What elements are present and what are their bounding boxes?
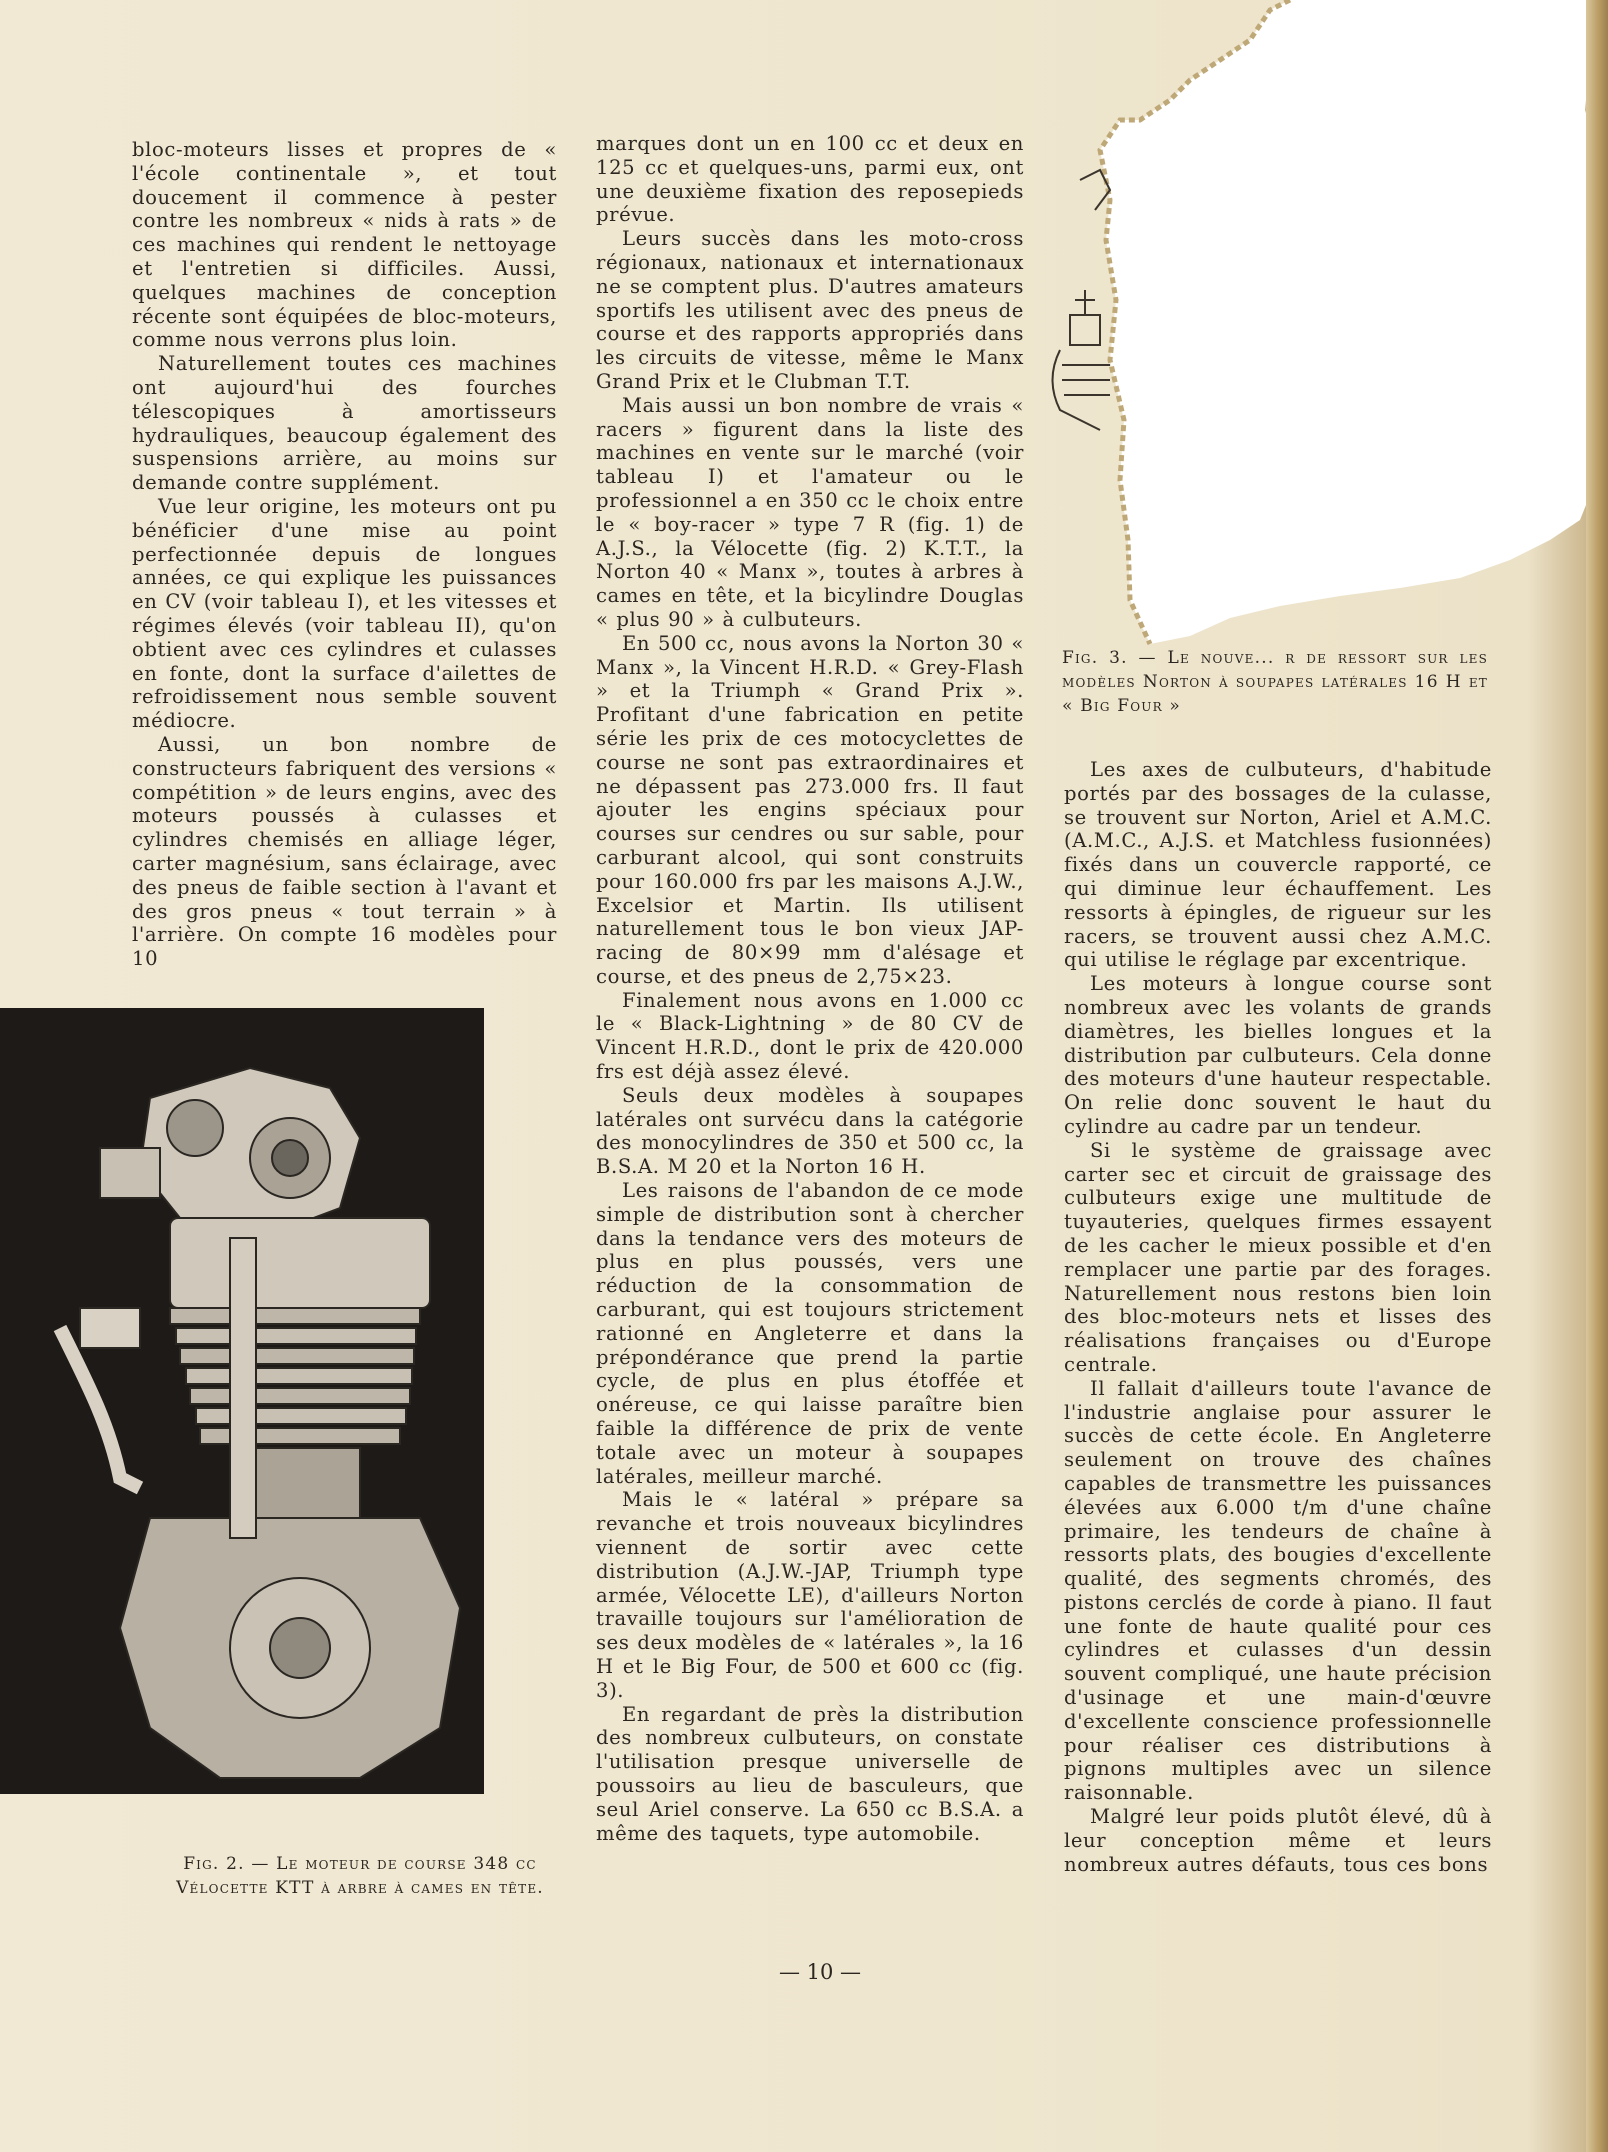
paragraph: Naturellement toutes ces machines ont aujourd'hui des fourches télescopiques à amortisseurs hydrauliques, beaucoup également des suspensions arrière, au moins sur demande contre supplément. <box>132 352 557 495</box>
paragraph: En 500 cc, nous avons la Norton 30 « Manx », la Vincent H.R.D. « Grey-Flash » et la Triumph « Grand Prix ». Profitant d'une fabrication en petite série les prix de ces motocyclettes de course ne sont pas extraordinaires et ne dépassent pas 273.000 frs. Il faut ajouter les engins spéciaux pour courses sur cendres ou sur sable, pour carburant alcool, qui sont construits pour 160.000 frs par les maisons A.J.W., Excelsior et Martin. Ils utilisent naturellement tous le bon vieux JAP-racing de 80×99 mm d'alésage et course, et des pneus de 2,75×23. <box>596 631 1024 988</box>
paragraph: Les raisons de l'abandon de ce mode simple de distribution sont à chercher dans la tendance vers des moteurs de plus en plus poussés, vers une réduction de la consommation de carburant, qui est toujours strictement rationné en Angleterre et dans la prépondérance que prend la partie cycle, de plus en plus étoffée et onéreuse, ce qui laisse paraître bien faible la différence de prix de vente totale avec un moteur à soupapes latérales, meilleur marché. <box>596 1179 1024 1488</box>
paragraph: marques dont un en 100 cc et deux en 125 cc et quelques-uns, parmi eux, ont une deuxième fixation des reposepieds prévue. <box>596 132 1024 227</box>
paragraph: Finalement nous avons en 1.000 cc le « Black-Lightning » de 80 CV de Vincent H.R.D., dont le prix de 420.000 frs est déjà assez élevé. <box>596 988 1024 1084</box>
paragraph: Vue leur origine, les moteurs ont pu bénéficier d'une mise au point perfectionnée depuis de longues années, ce qui explique les puissances en CV (voir tableau I), et les vitesses et régimes élevés (voir tableau II), qu'on obtient avec ces cylindres et culasses en fonte, dont la surface d'ailettes de refroidissement nous semble souvent médiocre. <box>132 494 557 733</box>
paragraph: En regardant de près la distribution des nombreux culbuteurs, on constate l'utilisation presque universelle de poussoirs au lieu de basculeurs, que seul Ariel conserve. La 650 cc B.S.A. a même des taquets, type automobile. <box>596 1702 1024 1845</box>
paragraph: Mais aussi un bon nombre de vrais « racers » figurent dans la liste des machines en vente sur le marché (voir tableau I) et l'amateur ou le professionnel a en 350 cc le choix entre le « boy-racer » type 7 R (fig. 1) de A.J.S., la Vélocette (fig. 2) K.T.T., la Norton 40 « Manx », toutes à arbres à cames en tête, et la bicylindre Douglas « plus 90 » à culbuteurs. <box>596 393 1024 631</box>
fig2-caption <box>148 1852 572 1900</box>
paragraph: Malgré leur poids plutôt élevé, dû à leur conception même et leurs nombreux autres défauts, tous ces bons <box>1064 1805 1492 1876</box>
torn-paper-hole <box>1080 0 1608 660</box>
page-number: — 10 — <box>778 1960 862 1984</box>
fig3-engine-drawing-fragment <box>1040 140 1120 460</box>
text-column-middle <box>596 132 1024 1845</box>
paragraph: Les axes de culbuteurs, d'habitude portés par des bossages de la culasse, se trouvent sur Norton, Ariel et A.M.C. (A.M.C., A.J.S. et Matchless fusionnées) fixés dans un couvercle rapporté, ce qui diminue leur échauffement. Les ressorts à épingles, de rigueur sur les racers, se trouvent aussi chez A.M.C. qui utilise le réglage par excentrique. <box>1064 758 1492 972</box>
paragraph: Il fallait d'ailleurs toute l'avance de l'industrie anglaise pour assurer le succès de cette école. En Angleterre seulement on trouve des chaînes capables de transmettre les puissances élevées aux 6.000 t/m d'une chaîne primaire, les tendeurs de chaîne à ressorts plats, des bougies d'excellente qualité, des segments chromés, des pistons cerclés de corde à piano. Il faut une fonte de haute qualité pour ces cylindres et culasses d'un dessin souvent compliqué, une haute précision d'usinage et une main-d'œuvre d'excellente conscience professionnelle pour réaliser ces distributions à pignons multiples avec un silence raisonnable. <box>1064 1376 1492 1805</box>
paragraph: Si le système de graissage avec carter sec et circuit de graissage des culbuteurs exige une multitude de tuyauteries, quelques firmes essayent de les cacher le mieux possible et d'en remplacer une partie par des forages. Naturellement nous restons bien loin des bloc-moteurs nets et lisses des réalisations françaises ou d'Europe centrale. <box>1064 1138 1492 1376</box>
paragraph: Leurs succès dans les moto-cross régionaux, nationaux et internationaux ne se comptent plus. D'autres amateurs sportifs les utilisent avec des pneus de course et des rapports appropriés dans les circuits de vitesse, même le Manx Grand Prix et le Clubman T.T. <box>596 227 1024 393</box>
text-column-left <box>132 138 557 971</box>
paragraph: Mais le « latéral » prépare sa revanche et trois nouveaux bicylindres viennent de sortir avec cette distribution (A.J.W.-JAP, Triumph type armée, Vélocette LE), d'ailleurs Norton travaille toujours sur l'amélioration de ses deux modèles de « latérales », la 16 H et le Big Four, de 500 et 600 cc (fig. 3). <box>596 1488 1024 1702</box>
paragraph: bloc-moteurs lisses et propres de « l'école continentale », et tout doucement il commence à pester contre les nombreux « nids à rats » de ces machines qui rendent le nettoyage et l'entretien si difficiles. Aussi, quelques machines de conception récente sont équipées de bloc-moteurs, comme nous verrons plus loin. <box>132 138 557 352</box>
caption-text: Fig. 3. — Le nouve... r de ressort sur les modèles Norton à soupapes latérales 16 H et « Big Four » <box>1062 648 1488 716</box>
paragraph: Les moteurs à longue course sont nombreux avec les volants de grands diamètres, les bielles longues et la distribution par culbuteurs. Cela donne des moteurs d'une hauteur respectable. On relie donc souvent le haut du cylindre au cadre par un tendeur. <box>1064 972 1492 1138</box>
paragraph: Seuls deux modèles à soupapes latérales ont survécu dans la catégorie des monocylindres de 350 et 500 cc, la B.S.A. M 20 et la Norton 16 H. <box>596 1083 1024 1179</box>
fig2-engine-photo <box>0 1008 484 1794</box>
fig3-caption <box>1062 646 1488 718</box>
page-edge <box>1586 0 1608 2152</box>
paragraph: Aussi, un bon nombre de constructeurs fabriquent des versions « compétition » de leurs engins, avec des moteurs poussés à culasses et cylindres chemisés en alliage léger, carter magnésium, sans éclairage, avec des pneus de faible section à l'avant et des gros pneus « tout terrain » à l'arrière. On compte 16 modèles pour 10 <box>132 732 557 971</box>
text-column-right <box>1064 758 1492 1876</box>
caption-text: Fig. 2. — Le moteur de course 348 cc Vélocette KTT à arbre à cames en tête. <box>176 1854 544 1898</box>
